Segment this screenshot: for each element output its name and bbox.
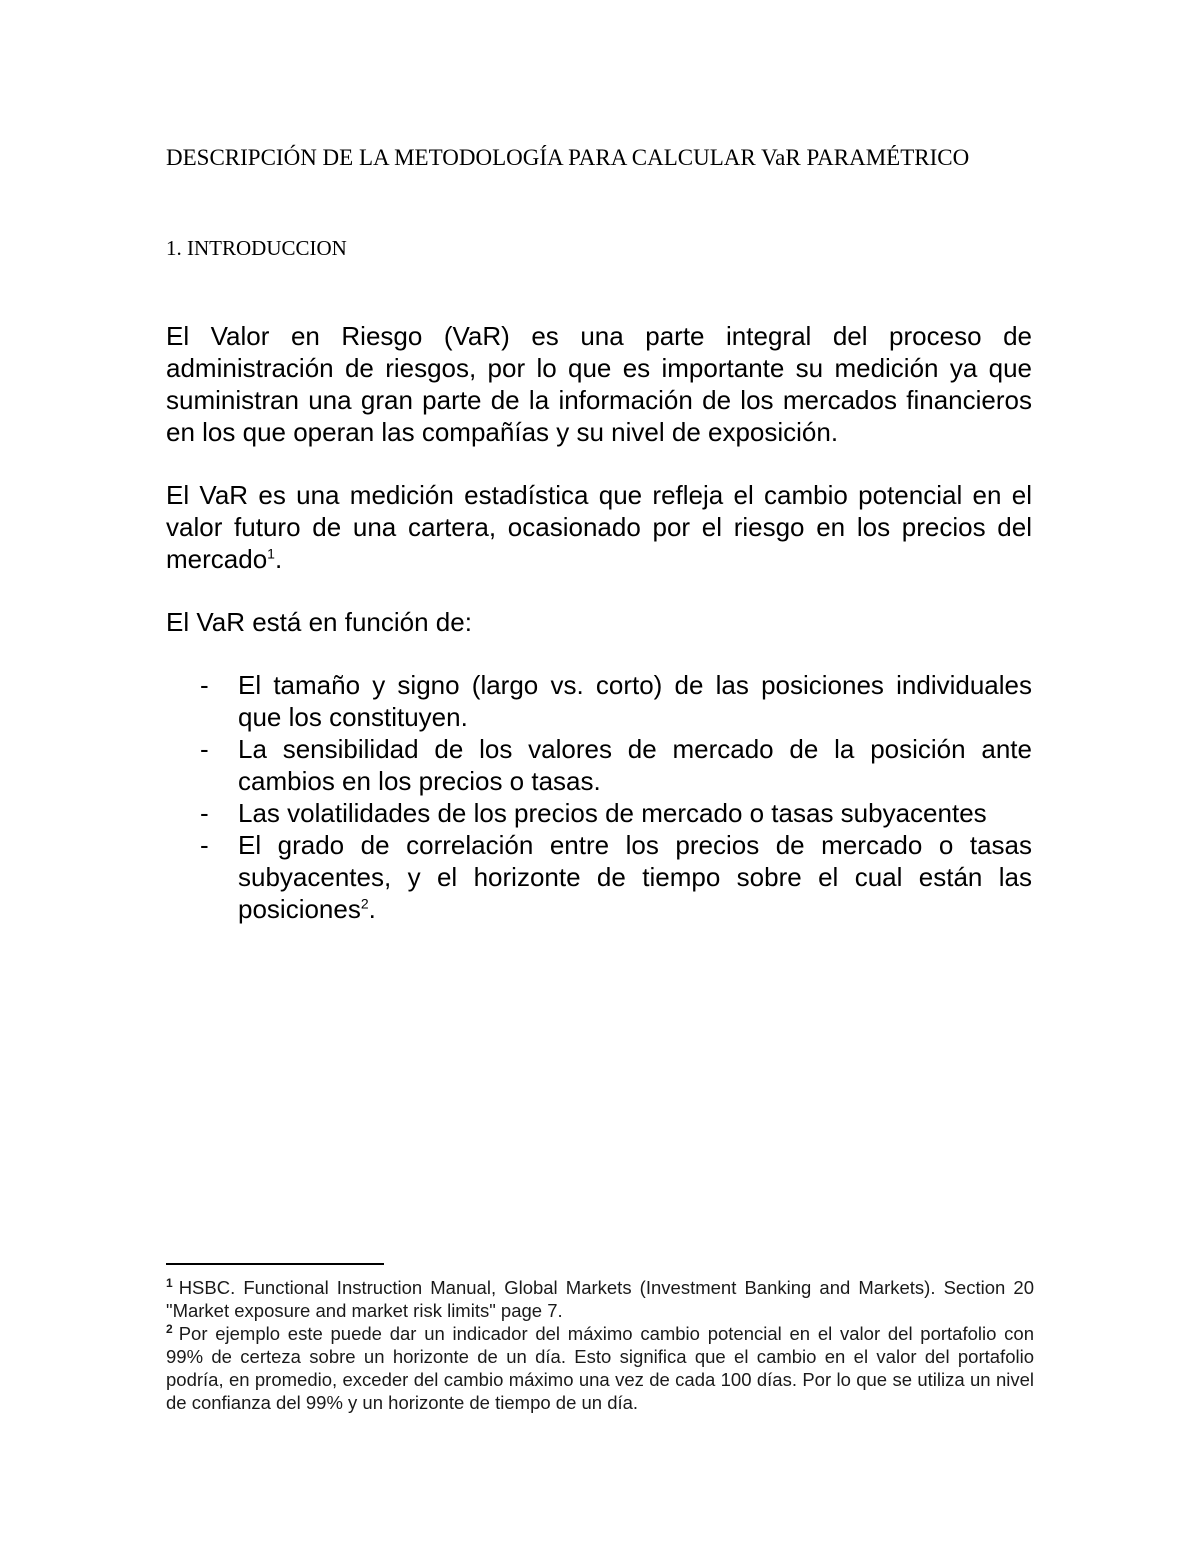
paragraph-definition bbox=[166, 479, 1032, 575]
list-item-period: . bbox=[368, 894, 376, 924]
document-title: DESCRIPCIÓN DE LA METODOLOGÍA PARA CALCULAR VaR PARAMÉTRICO bbox=[166, 145, 970, 170]
bullet-dash: - bbox=[200, 830, 209, 860]
bullet-dash: - bbox=[200, 798, 209, 828]
paragraph-definition-text: El VaR es una medición estadística que refleja el cambio potencial en el valor futuro de una cartera, ocasionado por el riesgo en los precios del mercado bbox=[166, 480, 1032, 574]
list-item bbox=[166, 829, 1032, 925]
footnote-text-2: Por ejemplo este puede dar un indicador del máximo cambio potencial en el valor del portafolio con 99% de certeza sobre un horizonte de un día. Esto significa que el cambio en el valor del portafolio podría, en promedio, exceder del cambio máximo una vez de cada 100 días. Por lo que se utiliza un nivel de confianza del 99% y un horizonte de tiempo de un día. bbox=[166, 1323, 1034, 1413]
list-item bbox=[166, 733, 1032, 797]
paragraph-intro: El Valor en Riesgo (VaR) es una parte integral del proceso de administración de riesgos, por lo que es importante su medición ya que suministran una gran parte de la información de los mercados financieros en los que operan las compañías y su nivel de exposición. bbox=[166, 321, 1032, 447]
list-item bbox=[166, 797, 1032, 829]
list-item-text: Las volatilidades de los precios de mercado o tasas subyacentes bbox=[238, 798, 987, 828]
footnote-1 bbox=[166, 1276, 1034, 1322]
footnote-2 bbox=[166, 1322, 1034, 1414]
footnotes bbox=[166, 1276, 1034, 1414]
footnote-mark-2: 2 bbox=[166, 1321, 173, 1336]
section-heading: 1. INTRODUCCION bbox=[166, 236, 347, 260]
footnote-ref-1: 1 bbox=[267, 545, 275, 562]
list-item bbox=[166, 669, 1032, 733]
footnote-mark-1: 1 bbox=[166, 1275, 173, 1290]
paragraph-function-of: El VaR está en función de: bbox=[166, 607, 472, 637]
list-item-text: El grado de correlación entre los precios de mercado o tasas subyacentes, y el horizonte de tiempo sobre el cual están las posiciones bbox=[238, 830, 1032, 924]
footnote-text-1: HSBC. Functional Instruction Manual, Global Markets (Investment Banking and Markets). Section 20 "Market exposure and market risk limits" page 7. bbox=[166, 1277, 1034, 1321]
footnote-ref-2: 2 bbox=[360, 895, 369, 912]
list-item-text: La sensibilidad de los valores de mercado de la posición ante cambios en los precios o tasas. bbox=[238, 734, 1032, 796]
paragraph-definition-period: . bbox=[274, 544, 283, 574]
list-item-text: El tamaño y signo (largo vs. corto) de las posiciones individuales que los constituyen. bbox=[238, 670, 1032, 732]
bullet-dash: - bbox=[200, 670, 209, 700]
factors-list bbox=[166, 669, 1032, 925]
bullet-dash: - bbox=[200, 734, 209, 764]
footnote-separator bbox=[166, 1263, 384, 1265]
